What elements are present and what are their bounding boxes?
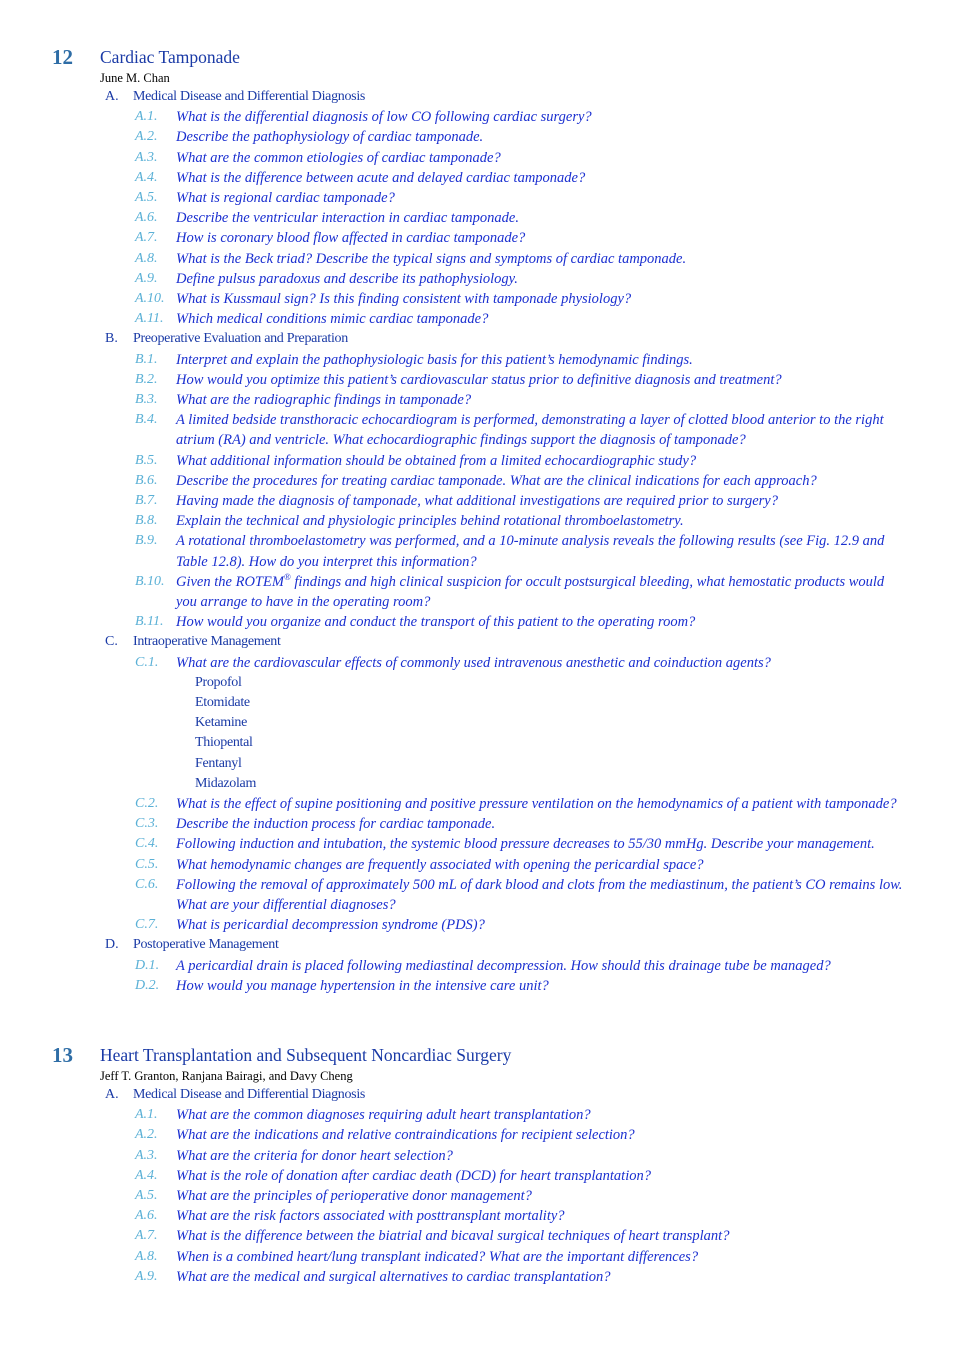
question-number: C.1. xyxy=(135,654,159,670)
question-number: B.8. xyxy=(135,513,158,529)
section-letter: B. xyxy=(105,331,118,347)
section-b xyxy=(0,329,953,632)
question-number: A.5. xyxy=(135,1188,158,1203)
question-text: What is regional cardiac tamponade? xyxy=(176,190,395,206)
question-item[interactable] xyxy=(0,976,953,996)
question-item[interactable] xyxy=(0,188,953,208)
section-header xyxy=(0,329,953,349)
chapter-authors: Jeff T. Granton, Ranjana Bairagi, and Davy Cheng xyxy=(100,1069,353,1083)
question-number: A.4. xyxy=(135,169,158,185)
chapter-header xyxy=(0,44,953,70)
question-item[interactable] xyxy=(0,168,953,188)
section-title[interactable]: Postoperative Management xyxy=(133,937,279,953)
question-number: C.6. xyxy=(135,876,159,892)
section-letter: C. xyxy=(105,634,118,650)
question-item[interactable] xyxy=(0,148,953,168)
chapter-title[interactable]: Heart Transplantation and Subsequent Noncardiac Surgery xyxy=(100,1045,512,1065)
question-text: Which medical conditions mimic cardiac tamponade? xyxy=(176,311,489,328)
question-item[interactable] xyxy=(0,107,953,127)
registered-mark: ® xyxy=(283,572,291,583)
question-number: A.9. xyxy=(135,1268,158,1284)
question-text: What is the Beck triad? Describe the typical signs and symptoms of cardiac tamponade. xyxy=(176,250,687,267)
question-item[interactable] xyxy=(0,653,953,673)
question-text: What are the cardiovascular effects of commonly used intravenous anesthetic and coinduction agents? xyxy=(176,654,771,671)
section-letter: A. xyxy=(105,1087,119,1102)
question-item[interactable] xyxy=(0,814,953,834)
question-item[interactable] xyxy=(0,511,953,531)
question-text: What are the common diagnoses requiring adult heart transplantation? xyxy=(176,1107,591,1124)
question-item[interactable] xyxy=(0,127,953,147)
question-text: Describe the pathophysiology of cardiac tamponade. xyxy=(176,129,484,146)
question-item[interactable] xyxy=(0,309,953,329)
section-letter: D. xyxy=(105,937,119,953)
question-text: What are the principles of perioperative donor management? xyxy=(176,1188,532,1204)
question-text: What additional information should be obtained from a limited echocardiographic study? xyxy=(176,452,697,469)
question-text: What are the radiographic findings in tamponade? xyxy=(176,392,472,409)
question-number: B.7. xyxy=(135,493,158,509)
question-text: What are the common etiologies of cardiac tamponade? xyxy=(176,149,501,166)
question-number: A.4. xyxy=(135,1167,158,1183)
section-a xyxy=(0,87,953,329)
question-text: Having made the diagnosis of tamponade, what additional investigations are required prior to surgery? xyxy=(176,493,778,510)
section-d xyxy=(0,935,953,996)
question-number: A.1. xyxy=(135,1107,158,1123)
question-number: A.7. xyxy=(135,1228,158,1244)
chapter-authors: June M. Chan xyxy=(100,71,170,85)
section-title[interactable]: Medical Disease and Differential Diagnosis xyxy=(133,1087,366,1102)
drug-list-item: Fentanyl xyxy=(195,755,242,771)
question-text: Interpret and explain the pathophysiologic basis for this patient’s hemodynamic findings. xyxy=(176,351,693,368)
question-text: A pericardial drain is placed following mediastinal decompression. How should this drainage tube be managed? xyxy=(176,957,831,974)
question-item[interactable] xyxy=(0,794,953,814)
question-text: What is the role of donation after cardiac death (DCD) for heart transplantation? xyxy=(176,1167,651,1184)
question-item[interactable] xyxy=(0,228,953,248)
question-number: B.3. xyxy=(135,392,158,408)
question-number: A.9. xyxy=(135,270,158,286)
question-number: A.6. xyxy=(135,1208,158,1224)
question-item[interactable] xyxy=(0,451,953,471)
question-number: A.8. xyxy=(135,250,158,266)
chapter-12 xyxy=(0,44,953,996)
question-text: What is the effect of supine positioning and positive pressure ventilation on the hemodynamics of a patient with tamponade? xyxy=(176,796,897,813)
question-number: B.5. xyxy=(135,452,158,468)
question-number: A.6. xyxy=(135,210,158,226)
section-a xyxy=(0,1085,953,1287)
question-item[interactable] xyxy=(0,1125,953,1145)
question-number: A.1. xyxy=(135,109,158,125)
section-header xyxy=(0,632,953,652)
section-letter: A. xyxy=(105,89,119,104)
question-item[interactable] xyxy=(0,370,953,390)
question-text: What is the differential diagnosis of low CO following cardiac surgery? xyxy=(176,109,592,126)
section-header xyxy=(0,87,953,107)
question-item[interactable] xyxy=(0,1247,953,1267)
question-text: How would you organize and conduct the transport of this patient to the operating room? xyxy=(176,614,696,631)
chapter-title[interactable]: Cardiac Tamponade xyxy=(100,47,240,67)
question-number: C.2. xyxy=(135,796,159,812)
question-text: What are the medical and surgical alternatives to cardiac transplantation? xyxy=(176,1268,611,1285)
section-header xyxy=(0,1085,953,1105)
question-text: What are the risk factors associated with posttransplant mortality? xyxy=(176,1208,565,1225)
question-item[interactable] xyxy=(0,834,953,854)
question-item[interactable] xyxy=(0,612,953,632)
question-number: B.2. xyxy=(135,371,158,387)
question-number: D.2. xyxy=(135,977,160,993)
chapter-sections xyxy=(0,87,953,996)
question-number: A.5. xyxy=(135,190,158,205)
question-item[interactable] xyxy=(0,1146,953,1166)
question-item[interactable] xyxy=(0,289,953,309)
question-text: A rotational thromboelastometry was performed, and a 10-minute analysis reveals the following results (see Fig. 12.9 and Table 12.8). How do you interpret this information? xyxy=(176,533,885,570)
question-number: B.6. xyxy=(135,472,158,488)
question-text: What is the difference between the biatrial and bicaval surgical techniques of heart transplant? xyxy=(176,1228,730,1245)
question-number: B.4. xyxy=(135,412,158,428)
question-item[interactable] xyxy=(0,531,953,571)
question-text: How is coronary blood flow affected in cardiac tamponade? xyxy=(176,230,526,247)
section-title[interactable]: Medical Disease and Differential Diagnosis xyxy=(133,89,366,104)
section-c xyxy=(0,632,953,935)
question-text: Following the removal of approximately 500 mL of dark blood and clots from the mediastinum, the patient’s CO remains low. What are your differential diagnoses? xyxy=(176,876,903,914)
question-item[interactable] xyxy=(0,410,953,450)
section-header xyxy=(0,935,953,955)
question-text: How would you optimize this patient’s cardiovascular status prior to definitive diagnosis and treatment? xyxy=(176,371,782,388)
question-number: A.3. xyxy=(135,1147,158,1163)
question-number: C.5. xyxy=(135,856,159,872)
question-item[interactable] xyxy=(0,471,953,491)
question-item[interactable] xyxy=(0,572,953,612)
question-number: D.1. xyxy=(135,957,160,973)
drug-list-item: Thiopental xyxy=(195,735,253,751)
question-number: B.11. xyxy=(135,614,164,630)
question-text: Describe the procedures for treating cardiac tamponade. What are the clinical indications for each approach? xyxy=(176,472,817,489)
question-text: What is Kussmaul sign? Is this finding consistent with tamponade physiology? xyxy=(176,291,632,308)
question-item[interactable] xyxy=(0,1166,953,1186)
drug-list-item: Propofol xyxy=(195,674,242,690)
chapter-sections xyxy=(0,1085,953,1287)
question-text: Following induction and intubation, the systemic blood pressure decreases to 55/30 mmHg. Describe your management. xyxy=(176,836,875,853)
question-text: A limited bedside transthoracic echocardiogram is performed, demonstrating a layer of clotted blood anterior to the right atrium (RA) and ventricle. What echocardiographic findings support the diagnosis of tamponade? xyxy=(176,412,884,449)
question-number: C.7. xyxy=(135,917,159,933)
question-text: How would you manage hypertension in the intensive care unit? xyxy=(176,977,549,994)
question-text: Describe the induction process for cardiac tamponade. xyxy=(176,816,496,833)
question-number: A.7. xyxy=(135,230,158,246)
question-number: C.4. xyxy=(135,836,159,852)
question-text-part: Given the ROTEM xyxy=(176,573,284,590)
question-item[interactable] xyxy=(0,1105,953,1125)
chapter-header xyxy=(0,1042,953,1068)
question-number: A.10. xyxy=(135,291,165,307)
question-item[interactable] xyxy=(0,390,953,410)
question-item[interactable] xyxy=(0,249,953,269)
question-item[interactable] xyxy=(0,208,953,228)
question-item[interactable] xyxy=(0,1226,953,1246)
question-text xyxy=(176,572,908,612)
chapter-number: 12 xyxy=(52,45,73,69)
section-title[interactable]: Intraoperative Management xyxy=(133,634,281,650)
question-text: What are the criteria for donor heart selection? xyxy=(176,1147,453,1164)
question-number: B.9. xyxy=(135,533,158,549)
question-item[interactable] xyxy=(0,1267,953,1287)
question-text: Explain the technical and physiologic principles behind rotational thromboelastometry. xyxy=(176,513,684,530)
question-item[interactable] xyxy=(0,875,953,915)
question-number: A.3. xyxy=(135,149,158,165)
question-number: A.8. xyxy=(135,1248,158,1264)
question-text: What hemodynamic changes are frequently associated with opening the pericardial space? xyxy=(176,856,704,873)
drug-list-item: Midazolam xyxy=(195,775,257,791)
question-number: A.11. xyxy=(135,311,164,327)
question-item[interactable] xyxy=(0,350,953,370)
question-number: A.2. xyxy=(135,129,158,145)
question-text: What is the difference between acute and delayed cardiac tamponade? xyxy=(176,169,586,186)
question-text: When is a combined heart/lung transplant indicated? What are the important differences? xyxy=(176,1248,699,1265)
chapter-13 xyxy=(0,1042,953,1287)
question-text: What are the indications and relative contraindications for recipient selection? xyxy=(176,1127,635,1144)
question-item[interactable] xyxy=(0,491,953,511)
question-item[interactable] xyxy=(0,269,953,289)
drug-list-item: Ketamine xyxy=(195,715,248,731)
question-item[interactable] xyxy=(0,1186,953,1206)
question-text: Define pulsus paradoxus and describe its pathophysiology. xyxy=(176,270,518,287)
question-number: A.2. xyxy=(135,1127,158,1143)
question-item[interactable] xyxy=(0,1206,953,1226)
question-number: C.3. xyxy=(135,816,159,832)
question-text-part: findings and high clinical suspicion for occult postsurgical bleeding, what hemostatic products would you arrange to have in the operating room? xyxy=(176,573,885,611)
question-item[interactable] xyxy=(0,855,953,875)
question-text: What is pericardial decompression syndrome (PDS)? xyxy=(176,917,485,934)
drug-list-item: Etomidate xyxy=(195,695,250,711)
question-number: B.10. xyxy=(135,573,165,589)
question-item[interactable] xyxy=(0,956,953,976)
section-title[interactable]: Preoperative Evaluation and Preparation xyxy=(133,331,348,347)
question-number: B.1. xyxy=(135,351,158,367)
question-item[interactable] xyxy=(0,915,953,935)
question-text: Describe the ventricular interaction in cardiac tamponade. xyxy=(176,210,519,227)
chapter-number: 13 xyxy=(52,1043,73,1067)
